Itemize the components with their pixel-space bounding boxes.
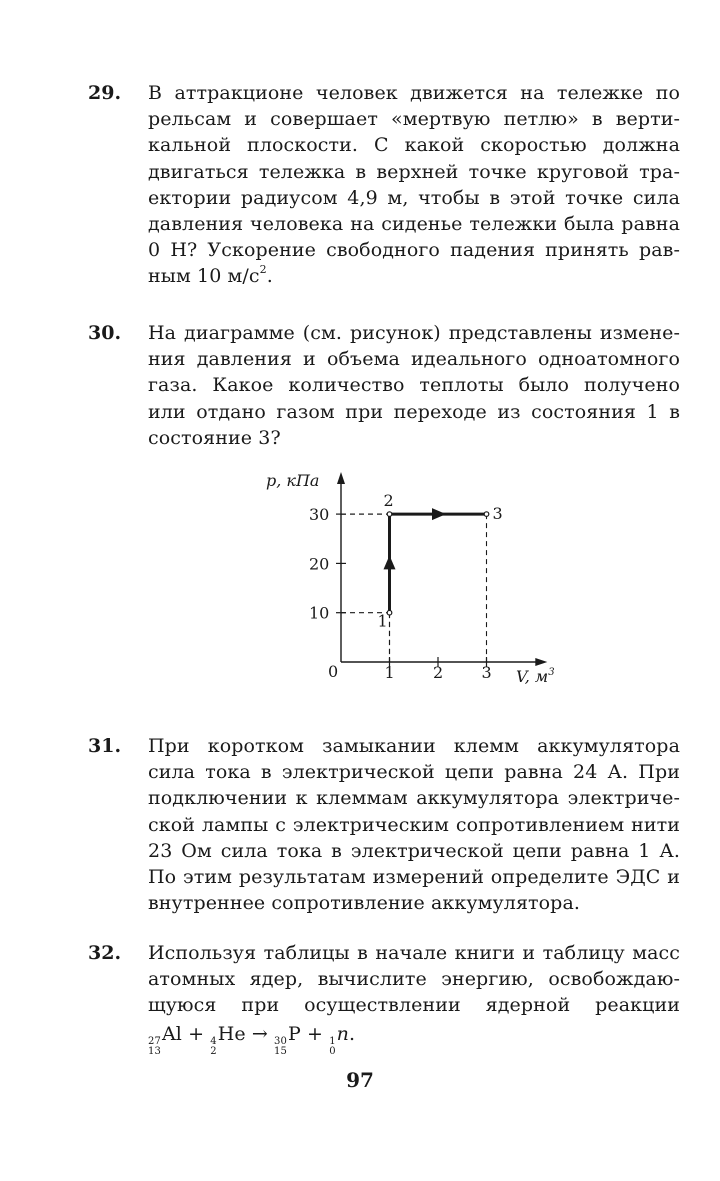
state-point — [484, 512, 489, 517]
text-line: ния давления и объема идеального одноатомного — [148, 348, 680, 371]
text-line: При коротком замыкании клемм аккумулятора — [148, 735, 680, 757]
text-line: атомных ядер, вычислите энергию, освобождаю- — [148, 968, 680, 991]
problem-30 — [88, 320, 688, 451]
text-fragment: ным 10 м/с — [148, 265, 260, 288]
y-tick-label: 30 — [309, 505, 330, 525]
pv-diagram — [262, 466, 582, 696]
origin-label: 0 — [328, 662, 339, 681]
state-point — [387, 512, 392, 517]
text-line: состояние 3? — [148, 426, 281, 449]
text-line: внутреннее сопротивление аккумулятора. — [148, 892, 581, 915]
plus-sign: + — [300, 1022, 330, 1045]
state-point-label: 1 — [377, 611, 388, 631]
text-line: На диаграмме (см. рисунок) представлены измене- — [148, 322, 680, 344]
text-line: щуюся при осуществлении ядерной реакции — [148, 994, 680, 1017]
mass-number: 27 — [148, 1035, 161, 1047]
problem-number: 30. — [88, 322, 122, 344]
element-symbol: He — [217, 1022, 246, 1045]
problem-31 — [88, 733, 688, 916]
x-tick-label: 3 — [481, 663, 492, 682]
problem-text — [148, 940, 680, 1057]
x-axis-arrow — [535, 658, 547, 666]
text-line: двигаться тележка в верхней точке круговой тра- — [148, 160, 680, 183]
problem-number: 29. — [88, 82, 122, 104]
text-line: ектории радиусом 4,9 м, чтобы в этой точке сила — [148, 186, 680, 209]
charge-number: 0 — [329, 1045, 336, 1057]
text-line: Используя таблицы в начале книги и таблицу масс — [148, 942, 680, 964]
transition-arrow — [384, 555, 396, 569]
text-line: По этим результатам измерений определите ЭДС и — [148, 866, 680, 889]
problem-29 — [88, 80, 688, 290]
transition-arrow — [432, 508, 446, 520]
nuclide-he — [210, 1021, 245, 1057]
reaction-arrow: → — [245, 1022, 275, 1045]
charge-number: 2 — [210, 1045, 217, 1057]
state-point-label: 2 — [383, 491, 394, 511]
mass-number: 4 — [210, 1035, 217, 1047]
nuclear-reaction — [148, 1021, 680, 1057]
text-line: рельсам и совершает «мертвую петлю» в верти- — [148, 108, 680, 131]
nuclide-al — [148, 1021, 182, 1057]
element-symbol: P — [287, 1022, 301, 1045]
y-tick-label: 20 — [309, 554, 330, 574]
charge-number: 15 — [274, 1045, 287, 1057]
problem-number: 32. — [88, 942, 122, 964]
page-number: 97 — [346, 1068, 374, 1092]
exponent: 2 — [259, 263, 267, 277]
state-point-label: 3 — [492, 504, 503, 524]
x-axis-label-text: V, м — [516, 667, 549, 686]
text-line: давления человека на сиденье тележки была равна — [148, 213, 680, 236]
x-tick-label: 2 — [433, 663, 444, 682]
text-line — [148, 263, 680, 289]
text-line: сила тока в электрической цепи равна 24 А. При — [148, 761, 680, 784]
problem-number: 31. — [88, 735, 122, 757]
y-axis-arrow — [337, 472, 345, 484]
text-line: кальной плоскости. С какой скоростью должна — [148, 134, 680, 157]
text-line: В аттракционе человек движется на тележке по — [148, 82, 680, 104]
mass-number: 1 — [329, 1035, 336, 1047]
text-fragment: . — [266, 265, 273, 288]
y-axis-label: p, кПа — [266, 471, 320, 490]
period: . — [349, 1022, 356, 1045]
nuclide-p — [274, 1021, 301, 1057]
text-line: газа. Какое количество теплоты было получено — [148, 374, 680, 397]
charge-number: 13 — [148, 1045, 161, 1057]
y-tick-label: 10 — [309, 603, 330, 623]
text-line: 0 Н? Ускорение свободного падения принять рав- — [148, 239, 680, 262]
x-axis-label — [516, 667, 555, 686]
text-line: 23 Ом сила тока в электрической цепи равна 1 А. — [148, 839, 680, 862]
problem-text — [148, 320, 680, 451]
text-line: ской лампы с электрическим сопротивлением нити — [148, 813, 680, 836]
mass-number: 30 — [274, 1035, 287, 1047]
problem-text — [148, 733, 680, 916]
problem-text — [148, 80, 680, 290]
x-tick-label: 1 — [384, 663, 395, 682]
element-symbol: Al — [161, 1022, 182, 1045]
x-axis-label-exponent: 3 — [548, 667, 555, 678]
state-point — [387, 610, 392, 615]
nuclide-n — [329, 1021, 349, 1057]
problem-32 — [88, 940, 688, 1057]
element-symbol: n — [336, 1022, 349, 1045]
text-line: или отдано газом при переходе из состояния 1 в — [148, 400, 680, 423]
text-line: подключении к клеммам аккумулятора электриче- — [148, 787, 680, 810]
plus-sign: + — [181, 1022, 211, 1045]
